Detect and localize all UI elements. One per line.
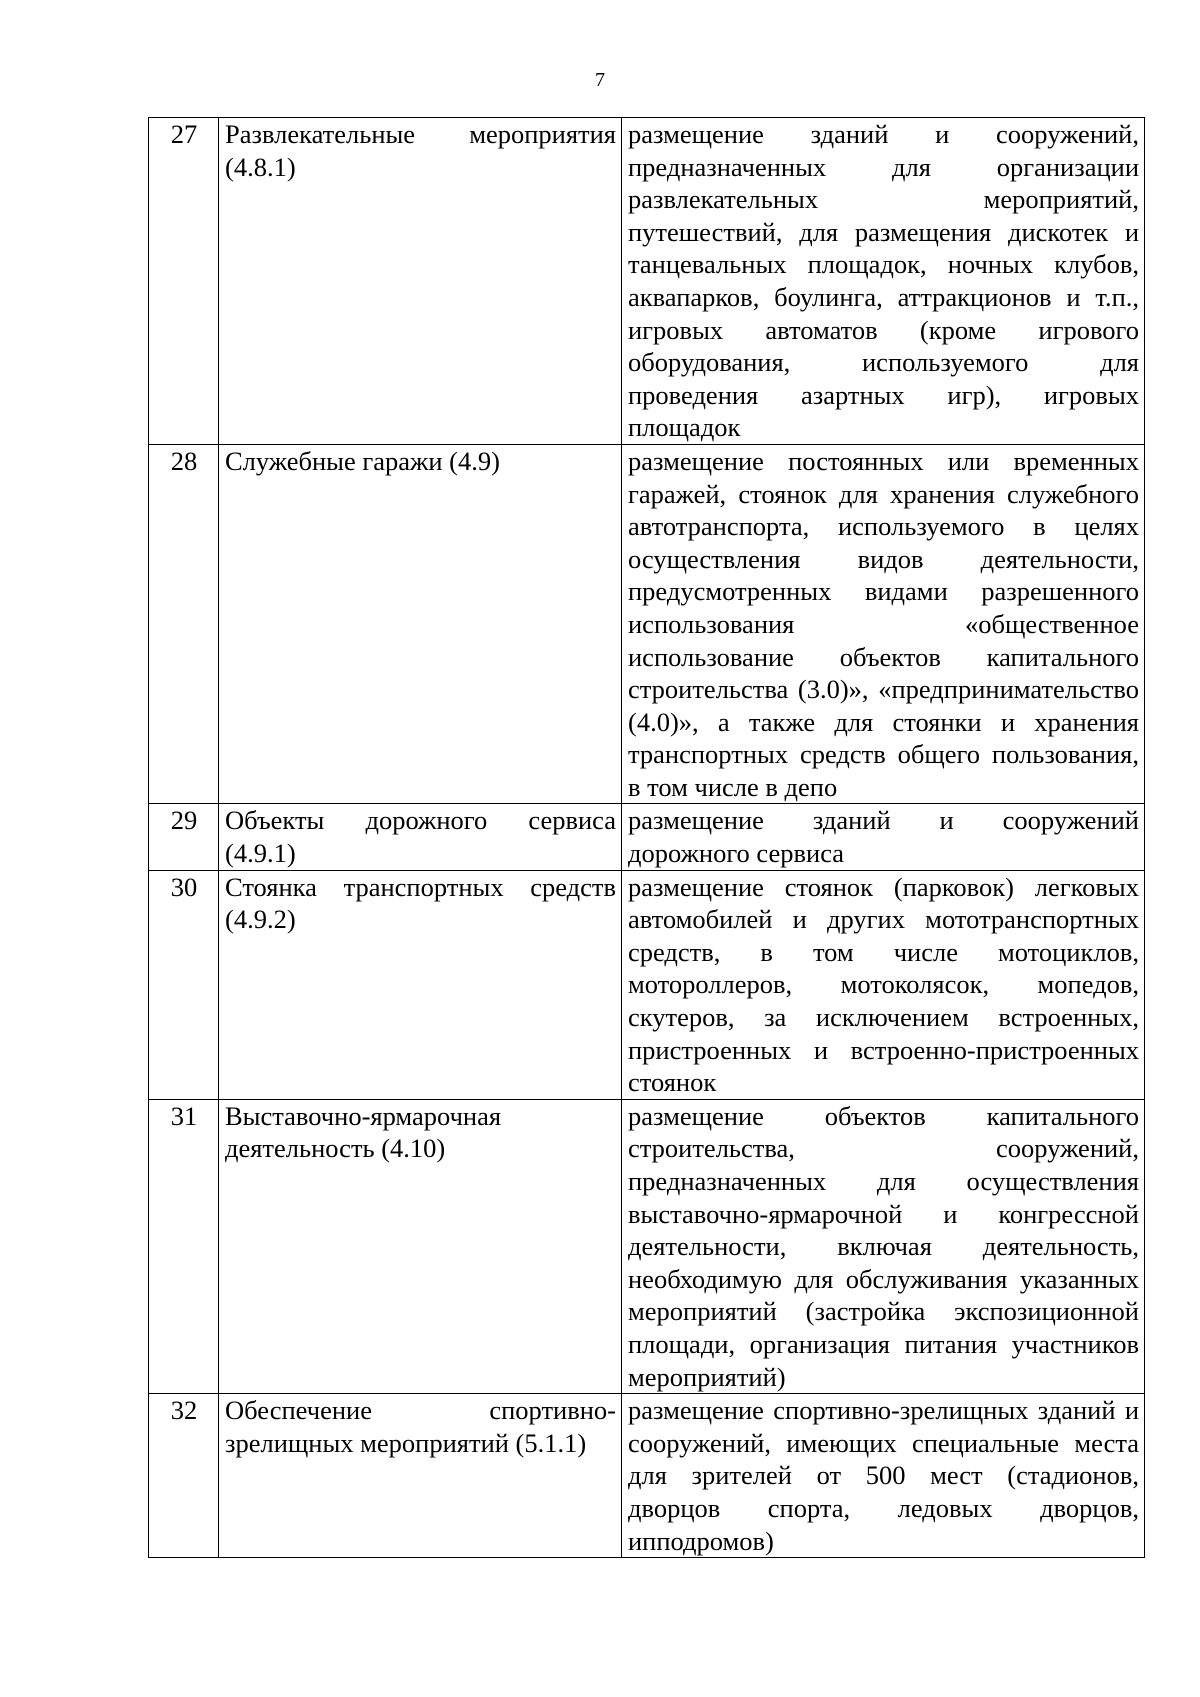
land-use-description: размещение зданий и сооружений дорожного сервиса: [622, 804, 1145, 870]
row-number: 29: [149, 804, 219, 870]
row-number: 28: [149, 444, 219, 804]
row-number: 32: [149, 1394, 219, 1558]
land-use-name: Выставочно-ярмарочная деятельность (4.10): [219, 1099, 622, 1393]
row-number: 30: [149, 870, 219, 1099]
land-use-name: Развлекательные мероприятия (4.8.1): [219, 118, 622, 445]
land-use-description: размещение постоянных или временных гаражей, стоянок для хранения служебного автотранспорта, используемого в целях осуществления видов деятельности, предусмотренных видами разрешенного использования «общественное использование объектов капитального строительства (3.0)», «предпринимательство (4.0)», а также для стоянки и хранения транспортных средств общего пользования, в том числе в депо: [622, 444, 1145, 804]
row-number: 31: [149, 1099, 219, 1393]
table-row: [149, 1394, 1145, 1558]
table-row: [149, 444, 1145, 804]
row-number: 27: [149, 118, 219, 445]
table-row: [149, 1099, 1145, 1393]
land-use-name: Стоянка транспортных средств (4.9.2): [219, 870, 622, 1099]
land-use-description: размещение объектов капитального строительства, сооружений, предназначенных для осуществления выставочно-ярмарочной и конгрессной деятельности, включая деятельность, необходимую для обслуживания указанных мероприятий (застройка экспозиционной площади, организация питания участников мероприятий): [622, 1099, 1145, 1393]
land-use-name: Служебные гаражи (4.9): [219, 444, 622, 804]
land-use-description: размещение зданий и сооружений, предназначенных для организации развлекательных мероприятий, путешествий, для размещения дискотек и танцевальных площадок, ночных клубов, аквапарков, боулинга, аттракционов и т.п., игровых автоматов (кроме игрового оборудования, используемого для проведения азартных игр), игровых площадок: [622, 118, 1145, 445]
table-row: [149, 870, 1145, 1099]
table-row: [149, 804, 1145, 870]
land-use-name: Обеспечение спортивно-зрелищных мероприятий (5.1.1): [219, 1394, 622, 1558]
land-use-description: размещение спортивно-зрелищных зданий и сооружений, имеющих специальные места для зрителей от 500 мест (стадионов, дворцов спорта, ледовых дворцов, ипподромов): [622, 1394, 1145, 1558]
table-row: [149, 118, 1145, 445]
land-use-name: Объекты дорожного сервиса (4.9.1): [219, 804, 622, 870]
land-use-table: [148, 117, 1145, 1558]
page-number: 7: [595, 69, 605, 91]
land-use-description: размещение стоянок (парковок) легковых автомобилей и других мототранспортных средств, в том числе мотоциклов, мотороллеров, мотоколясок, мопедов, скутеров, за исключением встроенных, пристроенных и встроенно-пристроенных стоянок: [622, 870, 1145, 1099]
